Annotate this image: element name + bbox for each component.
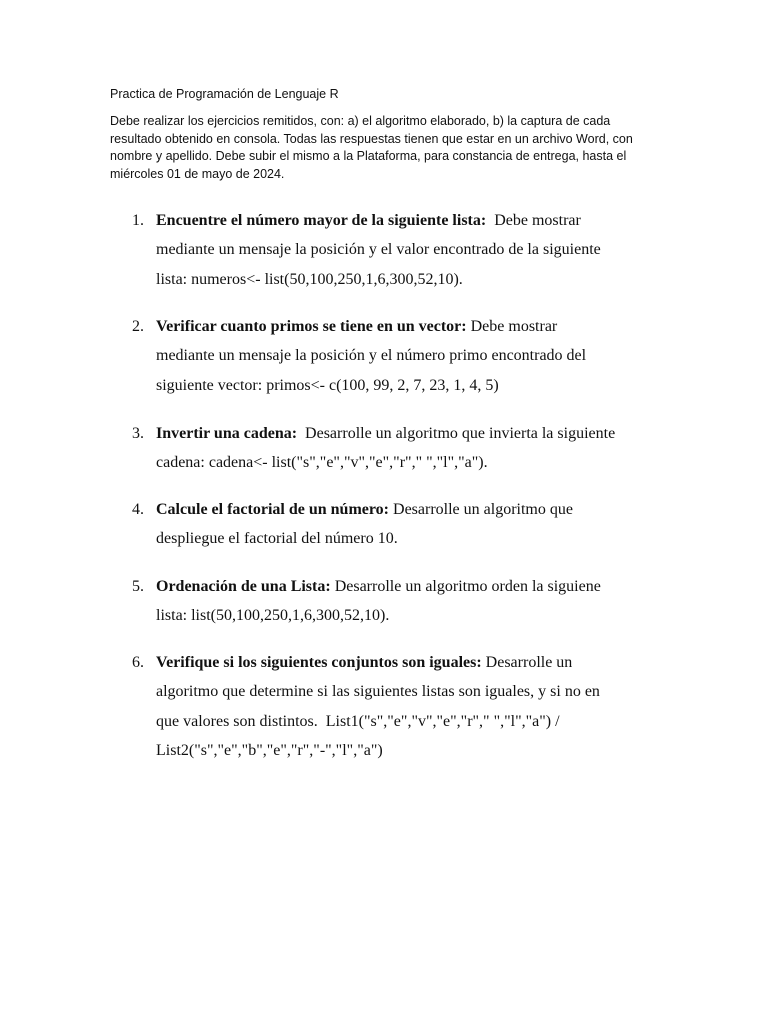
exercise-body — [156, 495, 676, 554]
exercise-line: despliegue el factorial del número 10. — [156, 530, 398, 548]
exercise-line: mediante un mensaje la posición y el valor encontrado de la siguiente — [156, 241, 601, 259]
exercise-text: Debe mostrar — [470, 318, 558, 335]
intro-line: miércoles 01 de mayo de 2024. — [110, 166, 285, 181]
exercise-number: 4. — [132, 501, 144, 518]
exercise-number: 3. — [132, 425, 144, 442]
intro-paragraph — [110, 113, 658, 183]
exercise-first-line — [156, 495, 676, 524]
exercise-text: Desarrolle un algoritmo orden la siguiene — [334, 578, 601, 595]
exercise-line: lista: list(50,100,250,1,6,300,52,10). — [156, 607, 390, 625]
exercise-number: 1. — [132, 212, 144, 229]
exercise-heading: Ordenación de una Lista: — [156, 578, 331, 595]
exercise-body — [156, 572, 676, 631]
exercise-line: que valores son distintos. List1("s","e","v","e","r"," ","l","a") / — [156, 712, 560, 730]
exercise-line: List2("s","e","b","e","r","-","l","a") — [156, 741, 383, 759]
exercise-first-line — [156, 648, 676, 677]
exercise-text: Desarrolle un algoritmo que — [393, 501, 573, 518]
exercise-heading: Calcule el factorial de un número: — [156, 501, 390, 518]
exercise-heading: Encuentre el número mayor de la siguiente lista: — [156, 212, 487, 229]
exercise-text: Desarrolle un — [485, 654, 573, 671]
exercise-line: cadena: cadena<- list("s","e","v","e","r"," ","l","a"). — [156, 454, 488, 472]
document-title: Practica de Programación de Lenguaje R — [110, 87, 339, 101]
exercise-number: 2. — [132, 318, 144, 335]
exercise-number: 5. — [132, 578, 144, 595]
exercise-heading: Verificar cuanto primos se tiene en un vector: — [156, 318, 467, 335]
intro-line: resultado obtenido en consola. Todas las respuestas tienen que estar en un archivo Word, con — [110, 131, 633, 146]
exercise-first-line — [156, 312, 676, 341]
exercise-heading: Verifique si los siguientes conjuntos son iguales: — [156, 654, 482, 671]
exercise-body — [156, 206, 676, 294]
exercise-body — [156, 648, 676, 765]
intro-line: nombre y apellido. Debe subir el mismo a la Plataforma, para constancia de entrega, hasta el — [110, 149, 627, 164]
intro-line: Debe realizar los ejercicios remitidos, con: a) el algoritmo elaborado, b) la captura de cada — [110, 114, 611, 128]
exercise-number: 6. — [132, 654, 144, 671]
exercise-line: siguiente vector: primos<- c(100, 99, 2, 7, 23, 1, 4, 5) — [156, 376, 499, 394]
exercise-line: lista: numeros<- list(50,100,250,1,6,300,52,10). — [156, 270, 463, 288]
exercise-text: Debe mostrar — [494, 212, 581, 229]
exercise-line: mediante un mensaje la posición y el número primo encontrado del — [156, 347, 587, 365]
exercise-body — [156, 419, 676, 478]
exercise-body — [156, 312, 676, 400]
exercise-first-line — [156, 206, 676, 235]
exercise-first-line — [156, 419, 676, 448]
exercise-first-line — [156, 572, 676, 601]
exercise-line: algoritmo que determine si las siguientes listas son iguales, y si no en — [156, 683, 600, 701]
exercise-text: Desarrolle un algoritmo que invierta la siguiente — [305, 425, 616, 442]
exercise-heading: Invertir una cadena: — [156, 425, 298, 442]
